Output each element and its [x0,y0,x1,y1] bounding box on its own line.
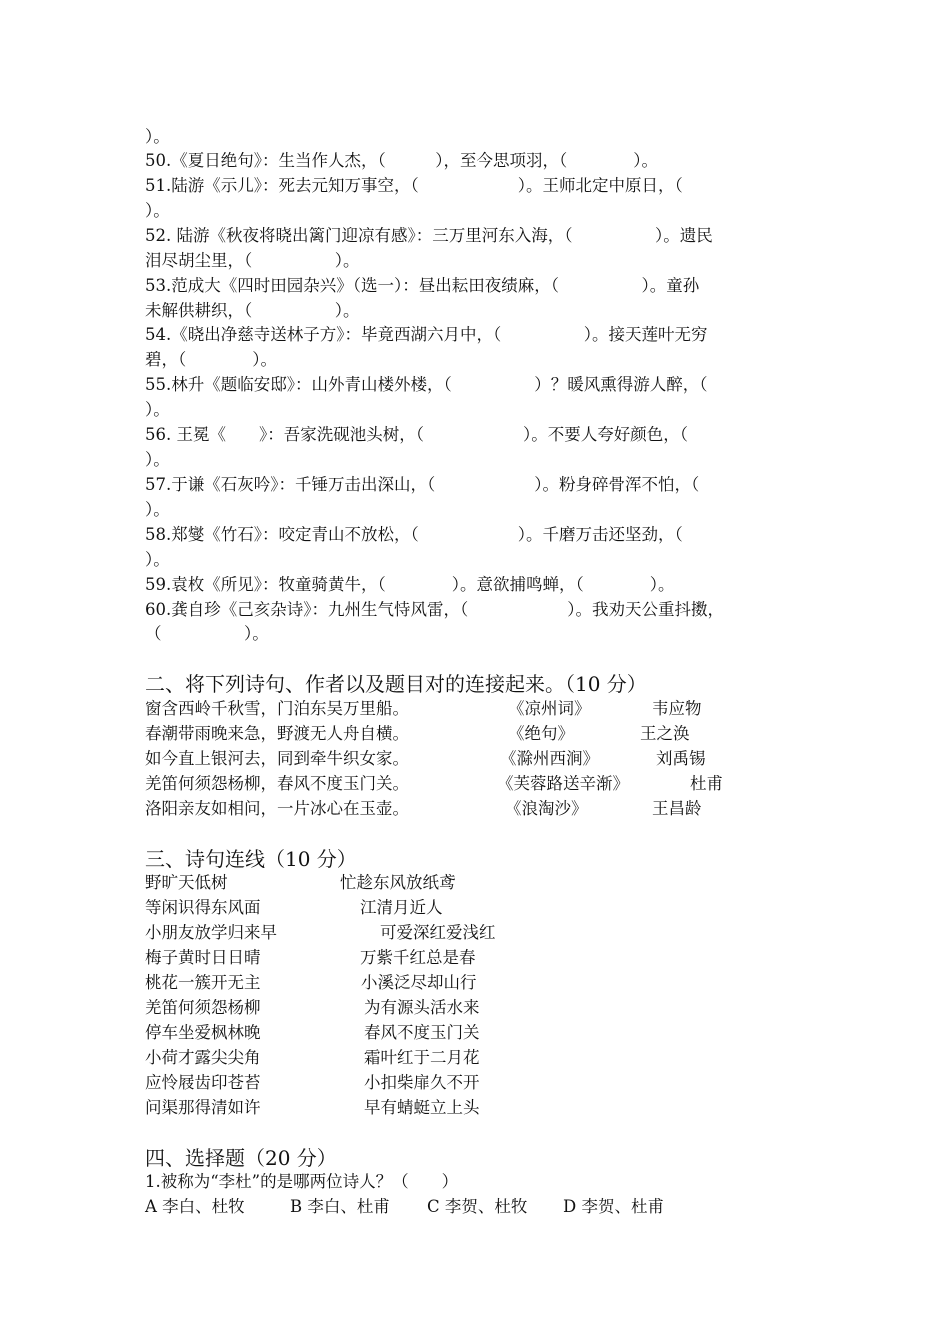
verse-right: 春风不度玉门关 [364,1023,480,1042]
verse-right: 早有蜻蜓立上头 [364,1098,480,1117]
section-4-title: 四、选择题（20 分） [145,1146,337,1170]
verse-left: 野旷天低树 [145,873,228,892]
verse-left: 梅子黄时日日晴 [145,948,261,967]
verse-right: 小扣柴扉久不开 [364,1073,480,1092]
poem-line: 羌笛何须怨杨柳，春风不度玉门关。 [145,774,409,793]
verse-left: 小荷才露尖尖角 [145,1048,261,1067]
fill-line: ）。 [145,201,170,220]
fill-line: 碧，（ ）。 [145,350,277,369]
verse-left: 小朋友放学归来早 [145,923,277,942]
fill-line: ）。 [145,500,170,519]
verse-left: 问渠那得清如许 [145,1098,261,1117]
fill-line: 60.龚自珍《己亥杂诗》：九州生气恃风雷，（ ）。我劝天公重抖擞， [145,600,724,619]
poem-line: 窗含西岭千秋雪，门泊东吴万里船。 [145,699,409,718]
option-d: D 李贺、杜甫 [563,1197,664,1216]
match-row [0,697,950,722]
fill-line: 55.林升《题临安邸》：山外青山楼外楼，（ ）？暖风熏得游人醉，（ [145,375,708,394]
match-row [0,797,950,822]
match-row [0,896,950,921]
fill-line: 56. 王冕《 》：吾家洗砚池头树，（ ）。不要人夸好颜色，（ [145,425,688,444]
fill-line: 54.《晓出净慈寺送林子方》：毕竟西湖六月中，（ ）。接天莲叶无穷 [145,325,708,344]
verse-right: 万紫千红总是春 [360,948,476,967]
verse-right: 为有源头活水来 [364,998,480,1017]
poem-title: 《芙蓉路送辛渐》 [497,774,629,793]
poem-title: 《滁州西涧》 [500,749,599,768]
poet-name: 刘禹锡 [656,749,706,768]
fill-line: 50.《夏日绝句》：生当作人杰，（ ），至今思项羽，（ ）。 [145,151,658,170]
fill-line: ）。 [145,550,170,569]
verse-right: 忙趁东风放纸鸢 [340,873,456,892]
question-1: 1.被称为“李杜”的是哪两位诗人？（ ） [145,1172,459,1191]
match-row [0,871,950,896]
option-b: B 李白、杜甫 [290,1197,390,1216]
poet-name: 王昌龄 [652,799,702,818]
match-row [0,1096,950,1121]
fill-line: 53.范成大《四时田园杂兴》（选一）：昼出耘田夜绩麻，（ ）。童孙 [145,276,700,295]
match-row [0,772,950,797]
match-row [0,747,950,772]
poem-line: 春潮带雨晚来急，野渡无人舟自横。 [145,724,409,743]
fill-line: 52. 陆游《秋夜将晓出篱门迎凉有感》：三万里河东入海，（ ）。遗民 [145,226,713,245]
fill-line: 51.陆游《示儿》：死去元知万事空，（ ）。王师北定中原日，（ [145,176,683,195]
option-a: A 李白、杜牧 [145,1197,245,1216]
match-row [0,1046,950,1071]
question-1-options [0,1195,950,1220]
fill-line: 57.于谦《石灰吟》：千锤万击出深山，（ ）。粉身碎骨浑不怕，（ [145,475,700,494]
fill-line: 58.郑燮《竹石》：咬定青山不放松，（ ）。千磨万击还坚劲，（ [145,525,683,544]
verse-left: 桃花一簇开无主 [145,973,261,992]
verse-left: 停车坐爱枫林晚 [145,1023,261,1042]
match-row [0,1071,950,1096]
poet-name: 王之涣 [640,724,690,743]
fill-line: （ ）。 [145,624,269,643]
fill-line: 59.袁枚《所见》：牧童骑黄牛，（ ）。意欲捕鸣蝉，（ ）。 [145,575,675,594]
verse-left: 等闲识得东风面 [145,898,261,917]
verse-right: 可爱深红爱浅红 [380,923,496,942]
fill-line: 泪尽胡尘里，（ ）。 [145,251,360,270]
fill-line: ）。 [145,400,170,419]
verse-left: 羌笛何须怨杨柳 [145,998,261,1017]
section-2-title: 二、将下列诗句、作者以及题目对的连接起来。（10 分） [145,672,647,696]
verse-left: 应怜屐齿印苍苔 [145,1073,261,1092]
verse-right: 小溪泛尽却山行 [361,973,477,992]
match-row [0,946,950,971]
fill-line: 未解供耕织，（ ）。 [145,301,360,320]
verse-right: 霜叶红于二月花 [364,1048,480,1067]
poem-line: 洛阳亲友如相问，一片冰心在玉壶。 [145,799,409,818]
match-row [0,1021,950,1046]
match-row [0,921,950,946]
poet-name: 韦应物 [652,699,702,718]
poem-title: 《凉州词》 [508,699,591,718]
poem-title: 《浪淘沙》 [505,799,588,818]
poet-name: 杜甫 [690,774,723,793]
option-c: C 李贺、杜牧 [427,1197,528,1216]
poem-title: 《绝句》 [508,724,574,743]
match-row [0,722,950,747]
fill-line: ）。 [145,127,170,146]
fill-line: ）。 [145,450,170,469]
section-3-title: 三、诗句连线（10 分） [145,847,357,871]
match-row [0,996,950,1021]
match-row [0,971,950,996]
poem-line: 如今直上银河去，同到牵牛织女家。 [145,749,409,768]
verse-right: 江清月近人 [360,898,443,917]
